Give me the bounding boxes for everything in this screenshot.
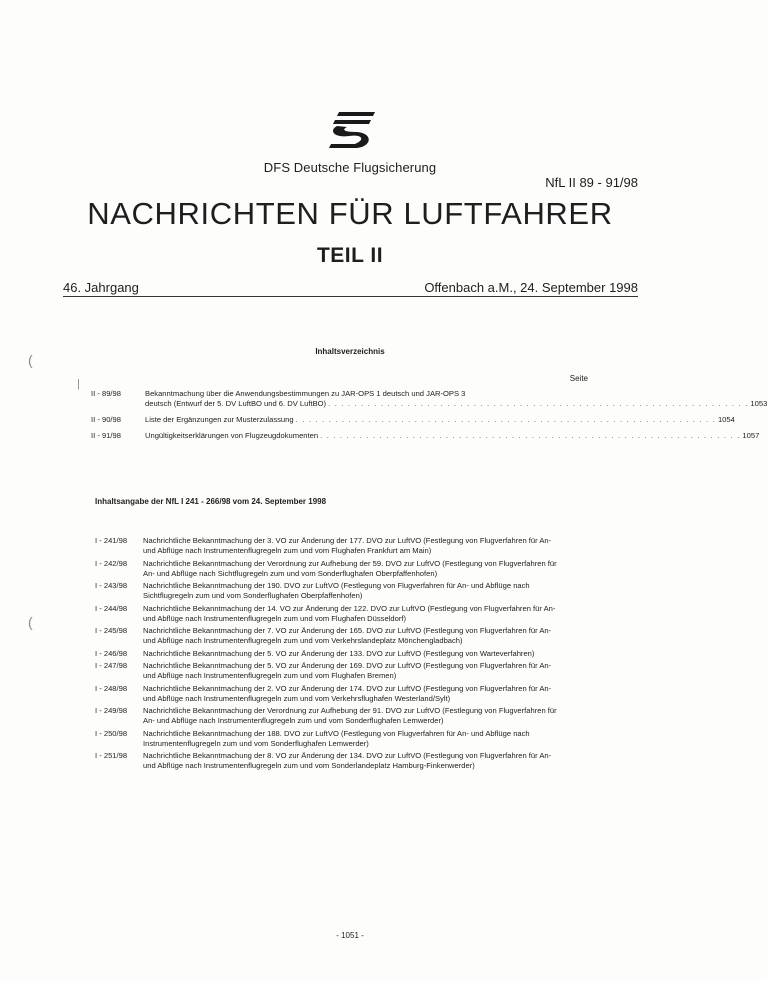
toc-item-title: Liste der Ergänzungen zur Musterzulassung <box>145 415 294 424</box>
toc-item-page: 1053 <box>750 399 767 408</box>
list-item <box>95 581 565 601</box>
entry-number: I - 246/98 <box>95 648 128 658</box>
entry-number: I - 241/98 <box>95 536 128 545</box>
scan-mark-icon: | <box>77 378 80 390</box>
entry-text: Nachrichtliche Bekanntmachung der 2. VO zur Änderung der 174. DVO zur LuftVO (Festlegung von Flugverfahren für An- und Abflüge nach Instrumentenflugregeln zum und vom Verkehrsflughafen Westerland/Sylt) <box>143 683 552 703</box>
entry-number: I - 249/98 <box>95 706 128 715</box>
toc-item <box>91 389 767 409</box>
toc-item <box>91 431 760 441</box>
page-number: - 1051 - <box>336 931 364 940</box>
entry-number: I - 242/98 <box>95 558 128 568</box>
list-item <box>95 604 565 624</box>
list-item <box>95 649 565 659</box>
entry-number: I - 247/98 <box>95 661 128 670</box>
entry-number: I - 245/98 <box>95 626 128 635</box>
entry-text: Nachrichtliche Bekanntmachung der 3. VO zur Änderung der 177. DVO zur LuftVO (Festlegung von Flugverfahren für An- und Abflüge nach Instrumentenflugregeln zum und vom Flughafen Frankfurt am Main) <box>143 536 552 555</box>
list-item <box>95 684 565 704</box>
scan-mark-icon: ( <box>28 614 33 630</box>
table-of-contents <box>91 389 767 447</box>
contents-list <box>95 536 565 774</box>
header-divider <box>63 296 638 297</box>
list-item <box>95 661 565 681</box>
toc-item-title: Ungültigkeitserklärungen von Flugzeugdokumenten <box>145 431 319 440</box>
page-title: NACHRICHTEN FÜR LUFTFAHRER <box>87 196 613 231</box>
dfs-logo-icon <box>325 110 377 154</box>
volume-label: 46. Jahrgang <box>63 280 139 295</box>
entry-text: Nachrichtliche Bekanntmachung der 5. VO zur Änderung der 133. DVO zur LuftVO (Festlegung von Warteverfahren) <box>143 648 535 658</box>
contents-heading: Inhaltsangabe der NfL I 241 - 266/98 vom 24. September 1998 <box>95 497 327 506</box>
toc-item-number: II - 89/98 <box>91 389 121 398</box>
toc-heading: Inhaltsverzeichnis <box>315 347 385 356</box>
organization-name: DFS Deutsche Flugsicherung <box>263 160 437 175</box>
entry-text: Nachrichtliche Bekanntmachung der Verordnung zur Aufhebung der 91. DVO zur LuftVO (Festlegung von Flugverfahren für An- und Abflüge nach Instrumentenflugregeln zum und vom Sonderflughafen Lemwerder) <box>143 706 557 725</box>
list-item <box>95 729 565 749</box>
toc-item-page: 1057 <box>742 431 760 440</box>
entry-number: I - 251/98 <box>95 751 128 760</box>
entry-text: Nachrichtliche Bekanntmachung der 7. VO zur Änderung der 165. DVO zur LuftVO (Festlegung von Flugverfahren für An- und Abflüge nach Instrumentenflugregeln zum und vom Verkehrslandeplatz Mönchengladbach) <box>143 626 552 645</box>
page-subtitle: TEIL II <box>316 244 384 267</box>
list-item <box>95 536 565 556</box>
toc-page-column-label: Seite <box>569 374 588 383</box>
issue-reference: NfL II 89 - 91/98 <box>545 175 638 190</box>
list-item <box>95 751 565 771</box>
leader-dots: . . . . . . . . . . . . . . . . . . . . . . . . . . . . . . . . . . . . . . . . . . . . . . . . . . . . . . . . . . . . . . . . <box>320 431 741 440</box>
entry-number: I - 243/98 <box>95 581 128 590</box>
entry-number: I - 250/98 <box>95 728 128 738</box>
place-date: Offenbach a.M., 24. September 1998 <box>424 280 638 295</box>
entry-text: Nachrichtliche Bekanntmachung der 190. DVO zur LuftVO (Festlegung von Flugverfahren für An- und Abflüge nach Sichtflugregeln zum und vom Sonderflughafen Oberpfaffenhofen) <box>143 581 530 600</box>
entry-text: Nachrichtliche Bekanntmachung der 188. DVO zur LuftVO (Festlegung von Flugverfahren für An- und Abflüge nach Instrumentenflugregeln zum und vom Sonderflughafen Lemwerder) <box>143 728 530 748</box>
entry-text: Nachrichtliche Bekanntmachung der 14. VO zur Änderung der 122. DVO zur LuftVO (Festlegung von Flugverfahren für An- und Abflüge nach Instrumentenflugregeln zum und vom Flughafen Düsseldorf) <box>143 603 556 623</box>
toc-item-page: 1054 <box>717 415 735 424</box>
list-item <box>95 626 565 646</box>
toc-item-title: deutsch (Entwurf der 5. DV LuftBO und 6. DV LuftBO) <box>145 399 327 408</box>
list-item <box>95 706 565 726</box>
entry-number: I - 244/98 <box>95 603 128 613</box>
leader-dots: . . . . . . . . . . . . . . . . . . . . . . . . . . . . . . . . . . . . . . . . . . . . . . . . . . . . . . . . . . . . . . . . <box>295 415 716 424</box>
leader-dots: . . . . . . . . . . . . . . . . . . . . . . . . . . . . . . . . . . . . . . . . . . . . . . . . . . . . . . . . . . . . . . . . <box>328 399 749 408</box>
list-item <box>95 559 565 579</box>
entry-number: I - 248/98 <box>95 683 128 693</box>
toc-item-number: II - 91/98 <box>91 431 121 440</box>
entry-text: Nachrichtliche Bekanntmachung der 8. VO zur Änderung der 134. DVO zur LuftVO (Festlegung von Flugverfahren für An- und Abflüge nach Instrumentenflugregeln zum und vom Sonderlandeplatz Hamburg-Finkenwerder) <box>143 751 552 770</box>
toc-item <box>91 415 735 425</box>
scan-mark-icon: ( <box>28 352 33 368</box>
entry-text: Nachrichtliche Bekanntmachung der 5. VO zur Änderung der 169. DVO zur LuftVO (Festlegung von Flugverfahren für An- und Abflüge nach Instrumentenflugregeln zum und vom Flughafen Bremen) <box>143 661 552 680</box>
toc-item-title-line: Bekanntmachung über die Anwendungsbestimmungen zu JAR-OPS 1 deutsch und JAR-OPS 3 <box>145 389 466 398</box>
toc-item-number: II - 90/98 <box>91 415 121 424</box>
entry-text: Nachrichtliche Bekanntmachung der Verordnung zur Aufhebung der 59. DVO zur LuftVO (Festlegung von Flugverfahren für An- und Abflüge nach Sichtflugregeln zum und vom Sonderflughafen Oberpfaffenhofen) <box>143 558 557 578</box>
